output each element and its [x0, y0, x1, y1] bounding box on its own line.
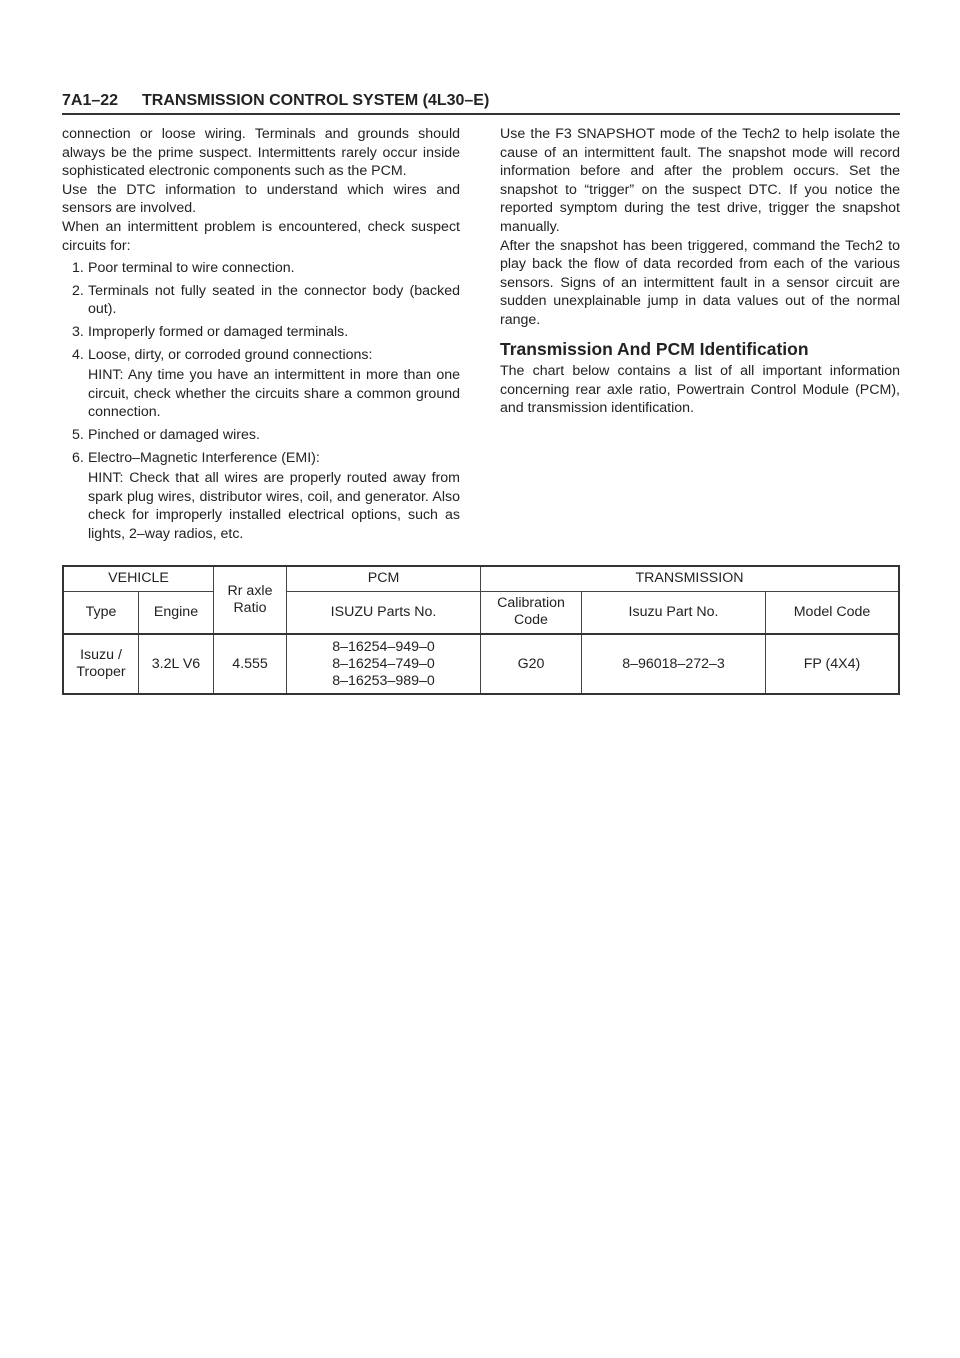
paragraph: connection or loose wiring. Terminals and grounds should always be the prime suspect. Intermittents rarely occur inside sophisticated electronic components such as the PCM.: [62, 126, 460, 180]
list-item: [62, 282, 460, 319]
list-text: Electro–Magnetic Interference (EMI):: [88, 449, 320, 466]
list-number: 6.: [72, 449, 84, 466]
paragraph: The chart below contains a list of all important information concerning rear axle ratio, Powertrain Control Module (PCM), and transmission identification.: [500, 363, 900, 417]
cell-model-code: FP (4X4): [766, 634, 900, 694]
cell-type: Isuzu / Trooper: [63, 634, 139, 694]
header-vehicle: VEHICLE: [63, 566, 214, 591]
list-item: [62, 449, 460, 544]
paragraph: Use the DTC information to understand which wires and sensors are involved.: [62, 181, 460, 217]
page-code: 7A1–22: [62, 92, 119, 109]
hint-text: HINT: Check that all wires are properly routed away from spark plug wires, distributor wires, coil, and generator. Also check for improperly installed electrical options, such as lights, 2–way radios, etc.: [88, 470, 460, 542]
paragraph: When an intermittent problem is encountered, check suspect circuits for:: [62, 218, 460, 254]
right-column: [500, 125, 900, 418]
list-number: 1.: [72, 260, 84, 277]
paragraph: After the snapshot has been triggered, command the Tech2 to play back the flow of data recorded from each of the various sensors. Signs of an intermittent fault in a sensor circuit are sudden unexplainable jump in data values out of the normal range.: [500, 237, 900, 328]
list-text: Improperly formed or damaged terminals.: [88, 323, 349, 340]
header-isuzu-parts: ISUZU Parts No.: [287, 591, 481, 634]
list-item: [62, 346, 460, 422]
list-item: [62, 323, 460, 342]
cell-pcm-parts: [287, 634, 481, 694]
pcm-part-number: 8–16254–749–0: [332, 655, 435, 672]
page-header: [62, 86, 900, 116]
cell-engine: 3.2L V6: [139, 634, 214, 694]
header-type: Type: [63, 591, 139, 634]
list-text: Loose, dirty, or corroded ground connections:: [88, 346, 373, 363]
header-model-code: Model Code: [766, 591, 900, 634]
cell-calibration: G20: [481, 634, 582, 694]
list-text: Pinched or damaged wires.: [88, 426, 260, 443]
hint-text: HINT: Any time you have an intermittent in more than one circuit, check whether the circuits share a common ground connection.: [88, 367, 460, 421]
paragraph: Use the F3 SNAPSHOT mode of the Tech2 to help isolate the cause of an intermittent fault. The snapshot mode will record information before and after the problem occurs. Set the snapshot to “trigger” on the suspect DTC. If you notice the reported symptom during the test drive, trigger the snapshot manually.: [500, 126, 900, 235]
header-engine: Engine: [139, 591, 214, 634]
pcm-part-number: 8–16253–989–0: [332, 672, 435, 689]
page-title: TRANSMISSION CONTROL SYSTEM (4L30–E): [142, 92, 490, 109]
list-number: 5.: [72, 426, 84, 443]
header-transmission: TRANSMISSION: [481, 566, 900, 591]
cell-axle: 4.555: [214, 634, 287, 694]
header-pcm: PCM: [287, 566, 481, 591]
header-rule: [62, 113, 900, 115]
section-title: Transmission And PCM Identification: [500, 338, 809, 359]
header-isuzu-part: Isuzu Part No.: [582, 591, 766, 634]
list-number: 3.: [72, 323, 84, 340]
pcm-part-number: 8–16254–949–0: [332, 638, 435, 655]
cell-trans-part: 8–96018–272–3: [582, 634, 766, 694]
header-axle-ratio: Rr axle Ratio: [214, 566, 287, 634]
list-number: 4.: [72, 346, 84, 363]
list-text: Poor terminal to wire connection.: [88, 260, 295, 277]
list-item: [62, 259, 460, 278]
header-calibration: Calibration Code: [481, 591, 582, 634]
left-column: [62, 125, 460, 543]
identification-table: [62, 565, 900, 695]
list-item: [62, 426, 460, 445]
list-number: 2.: [72, 282, 84, 299]
list-text: Terminals not fully seated in the connector body (backed out).: [88, 282, 460, 318]
